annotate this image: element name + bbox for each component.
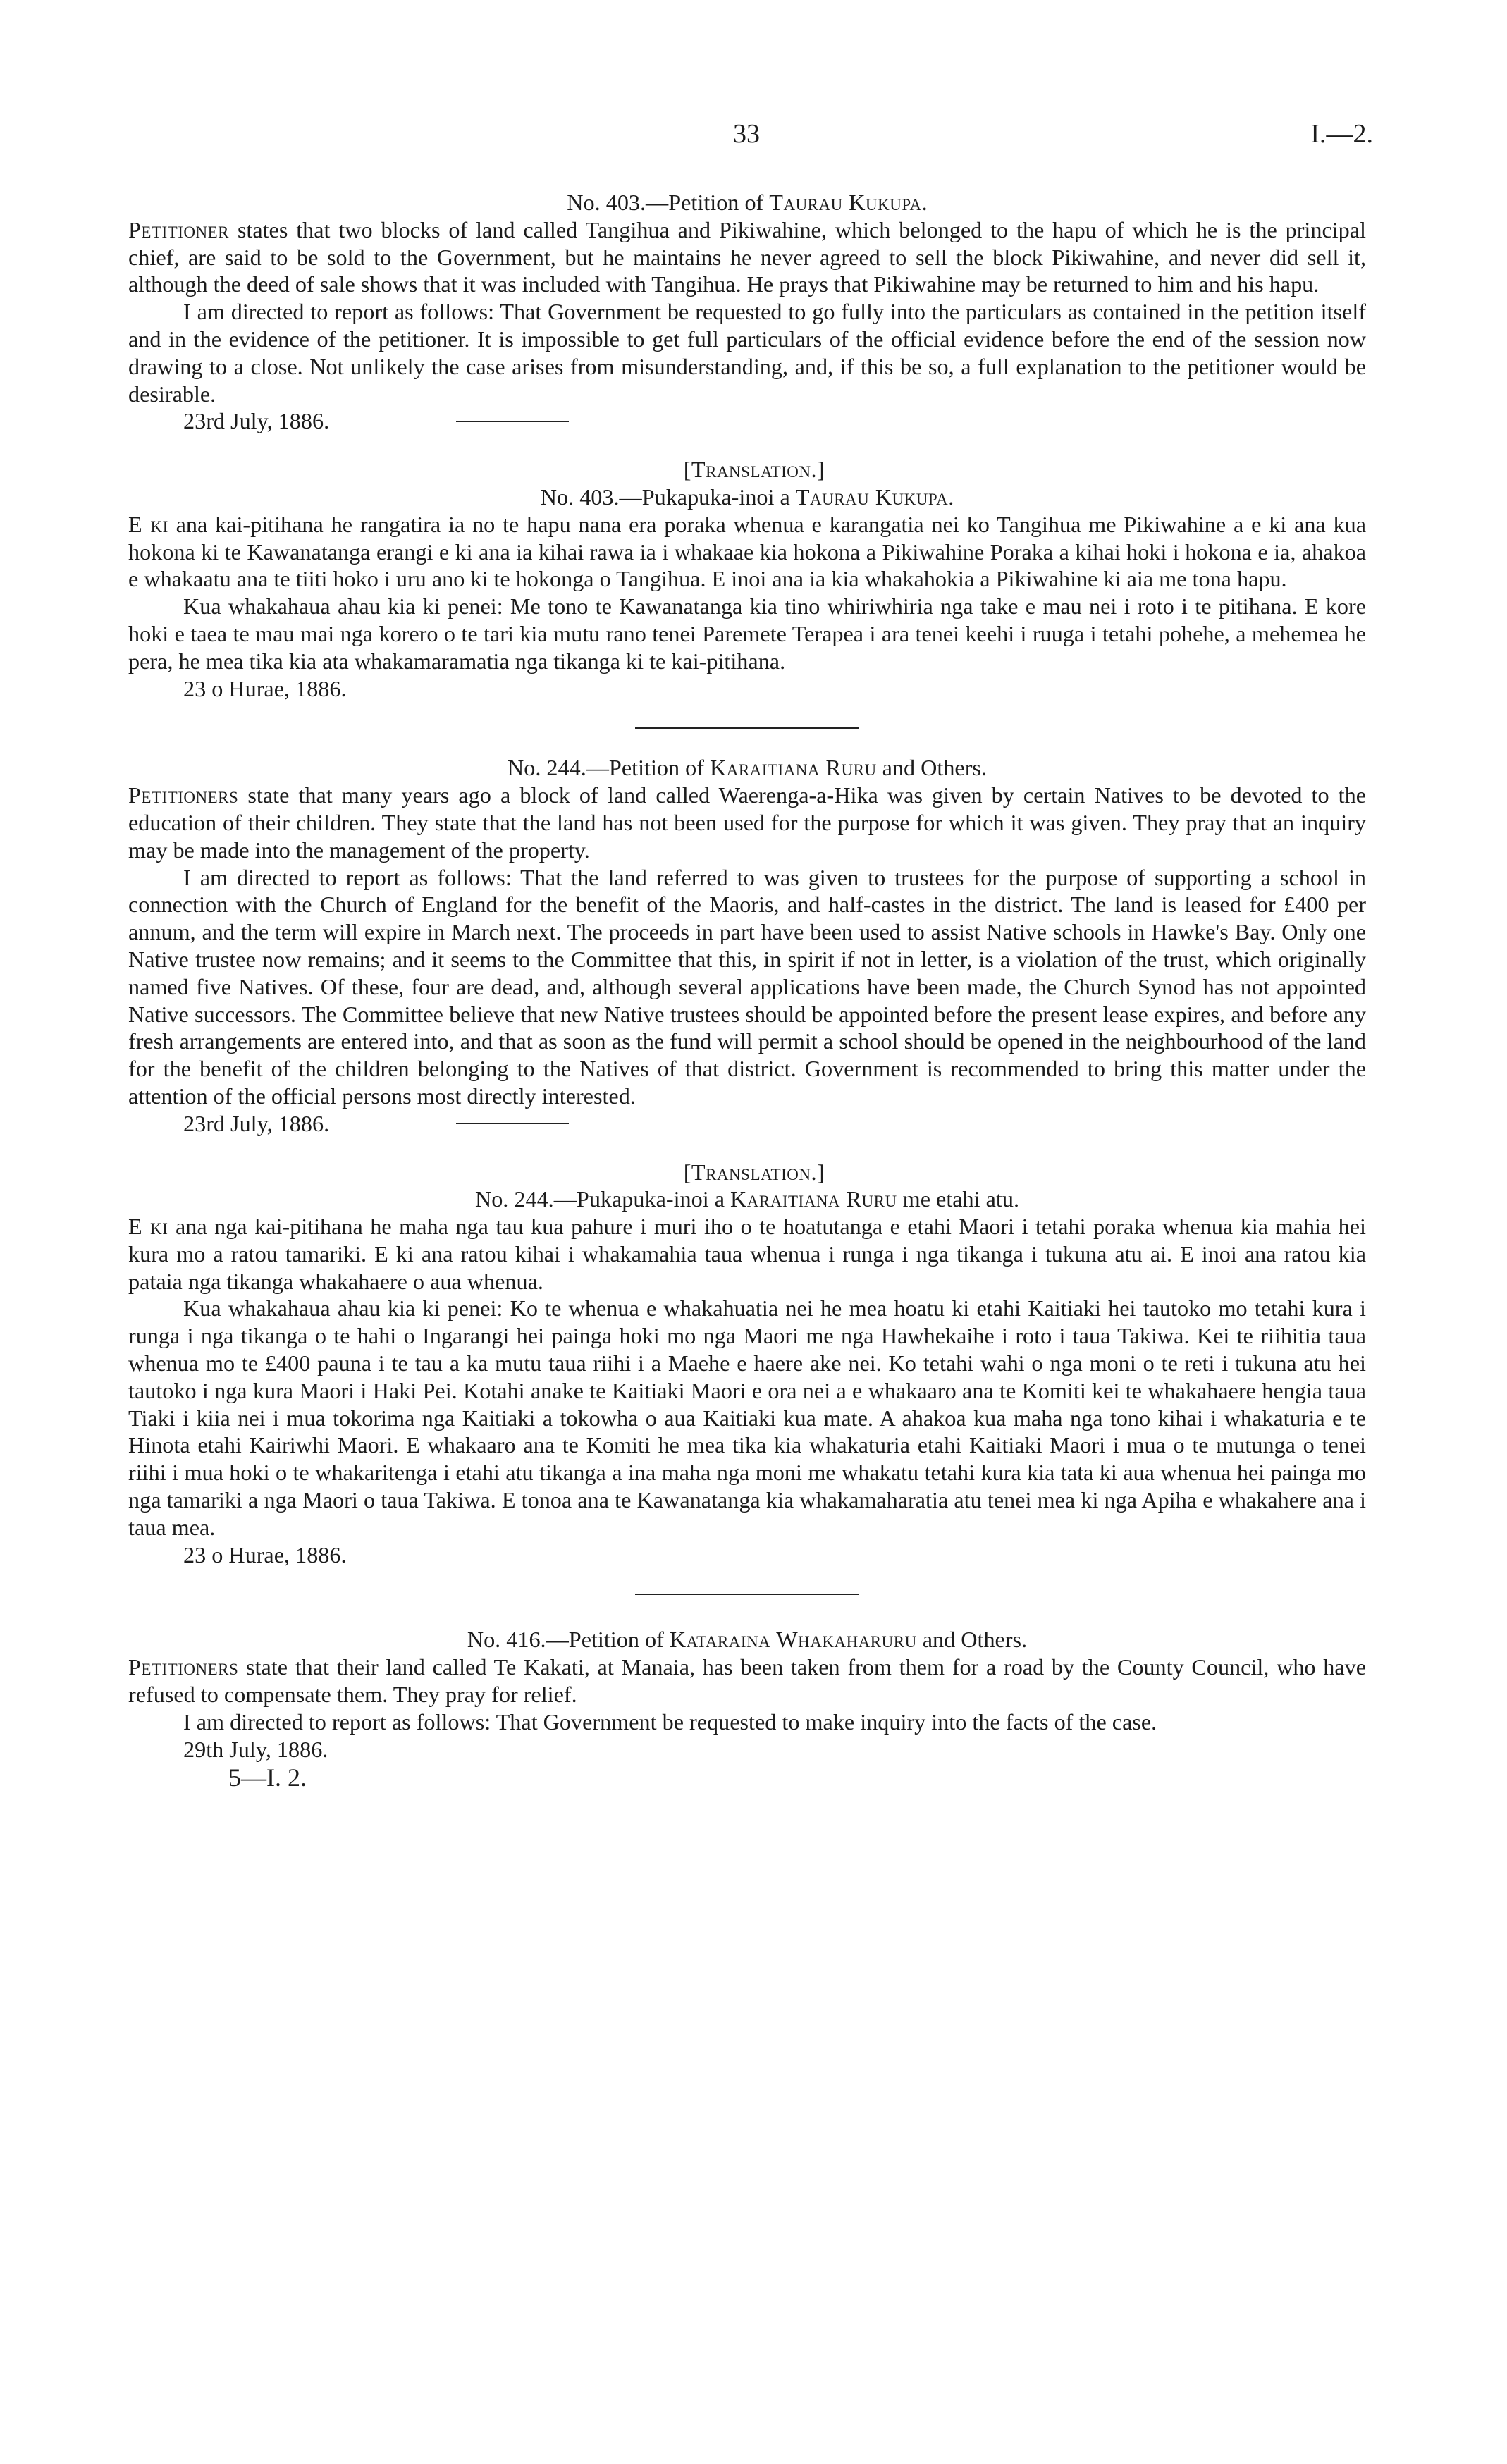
- title-suffix: me etahi atu.: [902, 1186, 1020, 1212]
- petition-body: [128, 511, 1366, 593]
- title-prefix: No. 403.—Pukapuka-inoi a: [540, 483, 790, 510]
- title-prefix: No. 416.—Petition of: [467, 1627, 664, 1653]
- report-date-line: [128, 407, 1366, 435]
- petition-body: [128, 1213, 1366, 1295]
- petition-body: [128, 1653, 1366, 1708]
- section-title: [128, 754, 1366, 782]
- section-title: [128, 189, 1366, 216]
- committee-report: I am directed to report as follows: That Government be requested to go fully into the particulars as contained in the petition itself and in the evidence of the petitioner. It is impossible to get full particulars of the official evidence before the end of the session now drawing to a close. Not unlikely the case arises from misunderstanding, and, if this be so, a full explanation to the petitioner would be desirable.: [128, 299, 1366, 407]
- translation-section: [128, 456, 1366, 702]
- translation-label: [Translation.]: [683, 457, 825, 483]
- title-suffix: .: [921, 190, 928, 215]
- petitioner-name: Karaitiana Ruru: [730, 1186, 897, 1212]
- short-divider: [456, 1123, 569, 1124]
- report-date: 29th July, 1886.: [183, 1736, 328, 1762]
- lead-word: Petitioners: [128, 782, 239, 808]
- committee-report: Kua whakahaua ahau kia ki penei: Ko te whenua e whakahuatia nei he mea hoatu ki etahi Kaitiaki hei tautoko mo tetahi kura i runga i nga tikanga o te hahi o Ingarangi hei painga hoki mo nga Maori me nga Hawhekaihe i roto i taua Takiwa. Kei te riihitia taua whenua mo te £400 pauna i te tau a ka mutu taua riihi i a Maehe e haere ake nei. Ko tetahi wahi o nga moni o te reti i tukuna atu hei tautoko i nga kura Maori i Haki Pei. Kotahi anake te Kaitiaki Maori e ora nei a e whakaaro ana te Komiti kei te whakahaere hengia taua Tiaki i kiia nei i mua tokorima nga Kaitiaki a tokowha o aua Kaitiaki kua mate. A ahakoa kua maha nga tono kihai i whakaturia e te Hinota etahi Kairiwhi Maori. E whakaaro ana te Komiti he mea tika kia whakaturia etahi Kaitiaki Maori i mua o te mutunga o tenei riihi i mua hoki o te whakaritenga i etahi atu tikanga a ina maha nga moni me whakatu tetahi kura kia tata ki aua whenua hei painga mo nga tamariki a nga Maori o taua Takiwa. E tonoa ana te Kawanatanga kia whakamaharatia atu tenei mea ki nga Apiha e whakahere ana i taua mea.: [128, 1295, 1366, 1540]
- document-reference: I.—2.: [1310, 119, 1373, 149]
- petitioner-name: Kataraina Whakaharuru: [669, 1627, 917, 1653]
- report-date: 23 o Hurae, 1886.: [183, 675, 347, 701]
- title-suffix: .: [948, 483, 954, 510]
- section-title: [128, 483, 1366, 511]
- title-prefix: No. 244.—Petition of: [507, 755, 704, 781]
- title-suffix: and Others.: [882, 755, 988, 781]
- body-text: states that two blocks of land called Tangihua and Pikiwahine, which belonged to the hapu of which he is the principal chief, are said to be sold to the Government, but he maintains he never agreed to sell the block Pikiwahine, and never did sell it, although the deed of sale shows that it was included with Tangihua. He prays that Pikiwahine may be returned to him and his hapu.: [128, 216, 1367, 297]
- body-text: ana nga kai-pitihana he maha nga tau kua pahure i muri iho o te hoatutanga e etahi Maori i tetahi poraka whenua kia mahia hei kura mo a ratou tamariki. E ki ana ratou kihai i whakamahia taua whenua i runga i nga tikanga i tukuna atu ai. E inoi ana ratou kia pataia nga tikanga whakahaere o aua whenua.: [128, 1214, 1366, 1294]
- signature-mark: 5—I. 2.: [228, 1763, 307, 1792]
- translation-section: [128, 1159, 1366, 1569]
- body-text: ana kai-pitihana he rangatira ia no te hapu nana era poraka whenua e karangatia nei ko Tangihua me Pikiwahine a e ki ana kua hokona ki te Kawanatanga erangi e ki ana ia kihai rawa ia i whakaae kia hokona a Pikiwahine Poraka a kihai hoki i hokona e ia, ahakoa e whakaatu ana te tiiti hoko i uru ano ki te hokonga o Tangihua. E inoi ana ia kia whakahokia a Pikiwahine ki aia me tona hapu.: [128, 511, 1367, 592]
- page-content: [128, 189, 1366, 1792]
- report-date: 23 o Hurae, 1886.: [183, 1541, 347, 1567]
- petitioner-name: Taurau Kukupa: [795, 483, 949, 510]
- section-title: [128, 1185, 1366, 1213]
- lead-word: Petitioners: [128, 1654, 239, 1680]
- lead-word: E ki: [128, 511, 168, 537]
- petitioner-name: Taurau Kukupa: [769, 190, 922, 215]
- title-prefix: No. 244.—Pukapuka-inoi a: [474, 1186, 725, 1212]
- body-text: state that many years ago a block of land called Waerenga-a-Hika was given by certain Natives to be devoted to the education of their children. They state that the land has not been used for the purpose for which it was given. They pray that an inquiry may be made into the management of the property.: [128, 782, 1367, 863]
- committee-report: I am directed to report as follows: That the land referred to was given to trustees for the purpose of supporting a school in connection with the Church of England for the benefit of the Maoris, and half-castes in the district. The land is leased for £400 per annum, and the term will expire in March next. The proceeds in part have been used to assist Native schools in Hawke's Bay. Only one Native trustee now remains; and it seems to the Committee that this, in spirit if not in letter, is a violation of the trust, which originally named five Natives. Of these, four are dead, and, although several applications have been made, the Church Synod has not appointed Native successors. The Committee believe that new Native trustees should be appointed before the present lease expires, and before any fresh arrangements are entered into, and that as soon as the fund will permit a school should be opened in the neighbourhood of the land for the benefit of the children belonging to the Natives of that district. Government is recommended to bring this matter under the attention of the official persons most directly interested.: [128, 864, 1366, 1109]
- report-date-line: [128, 1110, 1366, 1138]
- report-date: 23rd July, 1886.: [183, 408, 330, 434]
- title-suffix: and Others.: [922, 1627, 1028, 1653]
- page-number: 33: [733, 119, 760, 149]
- lead-word: Petitioner: [128, 216, 229, 242]
- committee-report: Kua whakahaua ahau kia ki penei: Me tono te Kawanatanga kia tino whiriwhiria nga take e mau nei i roto i te pitihana. E kore hoki e taea te mau mai nga korero o te tari kia mutu rano tenei Paremete Terapea i ara tenei keehi i ruuga i tetahi pohehe, a mehemea he pera, he mea tika kia ata whakamaramatia nga tikanga ki te kai-pitihana.: [128, 593, 1366, 674]
- petition-section: [128, 754, 1366, 1137]
- section-title: [128, 1626, 1366, 1653]
- body-text: state that their land called Te Kakati, at Manaia, has been taken from them for a road by the County Council, who have refused to compensate them. They pray for relief.: [128, 1654, 1366, 1708]
- petition-section: [128, 1626, 1366, 1763]
- petition-section: [128, 189, 1366, 435]
- petition-body: [128, 782, 1366, 863]
- short-divider: [456, 421, 569, 422]
- petitioner-name: Karaitiana Ruru: [709, 755, 877, 781]
- lead-word: E ki: [128, 1214, 168, 1240]
- report-date: 23rd July, 1886.: [183, 1110, 330, 1136]
- committee-report: I am directed to report as follows: That Government be requested to make inquiry into the facts of the case.: [183, 1708, 1157, 1735]
- page-header: [0, 118, 1507, 161]
- petition-body: [128, 216, 1366, 298]
- title-prefix: No. 403.—Petition of: [567, 190, 764, 215]
- translation-label: [Translation.]: [683, 1159, 825, 1185]
